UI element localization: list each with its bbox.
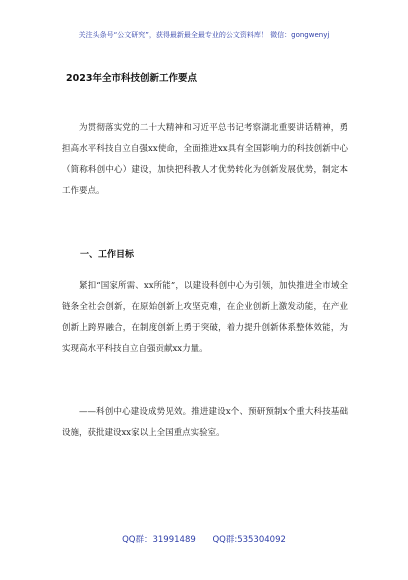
footer-contacts <box>0 533 408 545</box>
footer-qq-group-2: QQ群:535304092 <box>212 535 286 545</box>
promo-banner: 关注头条号“公文研究”，获得最新最全最专业的公文资料库！ 微信：gongwenyj <box>78 31 330 39</box>
footer-qq-group-1: QQ群：31991489 <box>122 535 196 545</box>
bullet-block <box>62 402 348 444</box>
intro-paragraph: 为贯彻落实党的二十大精神和习近平总书记考察湖北重要讲话精神，勇担高水平科技自立自强xx使命，全面推进xx具有全国影响力的科技创新中心（简称科创中心）建设，加快把科教人才优势转化为创新发展优势，制定本工作要点。 <box>62 123 348 196</box>
section-heading-goals: 一、工作目标 <box>80 250 135 260</box>
intro-block <box>62 118 348 202</box>
goals-paragraph: 紧扣“国家所需、xx所能”，以建设科创中心为引领，加快推进全市域全链条全社会创新，在原始创新上攻坚克难，在企业创新上激发动能，在产业创新上跨界融合，在制度创新上勇于突破，着力提升创新体系整体效能，为实现高水平科技自立自强贡献xx力量。 <box>62 281 348 354</box>
goals-block <box>62 276 348 360</box>
document-title: 2023年全市科技创新工作要点 <box>66 73 197 84</box>
bullet-paragraph: ——科创中心建设成势见效。推进建设x个、预研预制x个重大科技基础设施，获批建设xx家以上全国重点实验室。 <box>62 407 348 438</box>
